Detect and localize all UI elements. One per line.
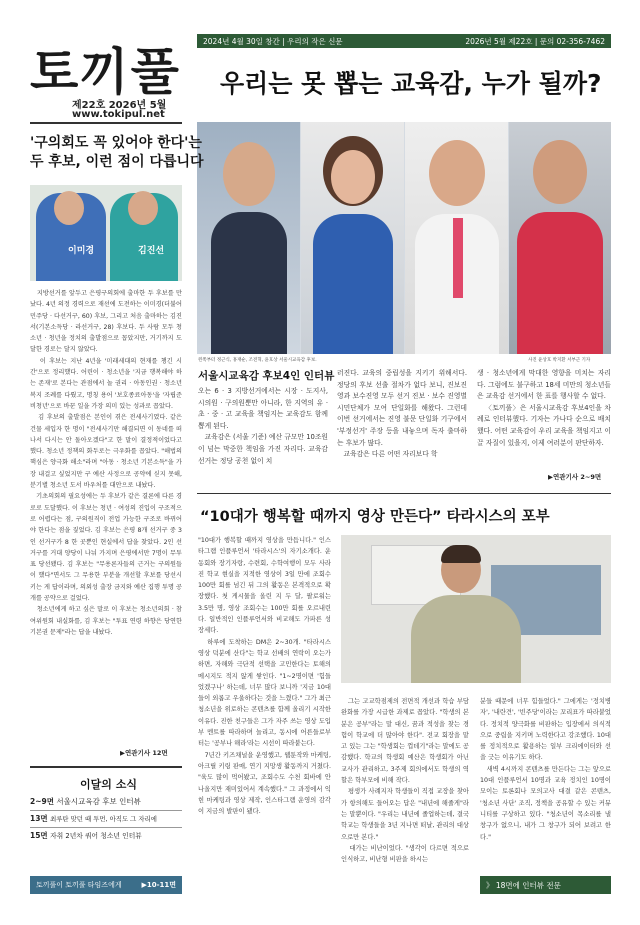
feature-col3: 분들 때문에 너무 힘들었다." 그에게는 '정치병자', '내란견', '빈주당'이라는 꼬리표가 따라붙었다. 정치적 양극화를 비판하는 입장에서 의식적으로 중립을 지키며 노력한다고 강조했다. 10대를 정치적으로 활용하는 일부 크리에이터와 선을 긋는 이유기도 하다. 새벽 4시까지 콘텐츠를 만든다는 그는 앞으로 10대 인플루언서 10명과 교육 정치인 10명이 모이는 토론회나 모의고사 대결 같은 콘텐츠, '청소년 사단' 조직, 정책을 공유할 수 있는 커뮤니티를 구상하고 있다. "청소년이 목소리를 낼 창구가 없으니, 내가 그 창구가 되어 보려고 한다." xyxy=(480,698,611,841)
feature-col1: "10대가 행복할 때까지 영상을 만듭니다." 인스타그램 인플루언서 '타라시스'의 자기소개다. 운동회와 장기자랑, 수련회, 수학여행이 모두 사라진 학교 현실을 지적한 영상이 3일 만에 조회수 100만 회를 넘긴 뒤 그의 활동은 본격적으로 확장했다. 첫 게시물을 올린 지 두 달, 팔로워는 3.5만 명, 영상 조회수는 100만 회를 오르내린다. 일반적인 인플루언서와 비교해도 가파른 성장세다. 하루에 도착하는 DM은 2~30개. "타라시스 영상 덕분에 산다"는 학교 선배의 연락이 오는가 하면, 자해와 극단적 선택을 고민한다는 토해의 메시지도 적지 않게 쌓인다. "1~2명이면 '힘들었겠구나' 하는데, 너무 많다 보니까 '지금 10대들이 외롭고 우울하다는 것을 느꼈다." 그가 최근 청소년을 위로하는 콘텐츠를 함께 올리기 시작한 이유다. 진한 친구들은 그가 자주 쓰는 영상 도입부 멘트를 따라하며 놀리고, 동시에 어른들로부터는 '공부나 해라'라는 시선이 따라붙는다. 7년간 키즈채널을 운영했고, 웹툰작와 마케팅, 아크릴 키링 판매, 연기 지망생 활동까지 거쳤다. "육도 많이 먹어봤고, 조회수도 수천 회바에 안 나올지만 재미있어서 계속했다." 그 과정에서 익힌 마케팅과 영상 제작, 인스타그램 운영의 감각이 지금의 발판이 됐다. xyxy=(198,537,331,816)
candidates-photo xyxy=(197,122,611,354)
left-story-continued[interactable]: ▶연관기사 12면 xyxy=(120,749,168,757)
interview-col3: 생 · 청소년에게 막대한 영향을 미치는 자리다. 그럼에도 불구하고 18세 미만의 청소년들은 교육감 선거에서 한 표를 행사할 수 없다. 〈토끼풀〉은 서울시교육감 후보4인을 차례로 인터뷰했다. 기자는 가나다 순으로 배치했다. 어떤 교육감이 우리 교육을 책임지고 이끌 자질이 있을지, 이제 여러분이 판단하자. xyxy=(477,369,612,447)
interview-col2: 러진다. 교육의 중립성을 지키기 위해서다. 정당의 후보 선출 절차가 없다 보니, 진보진영과 보수진영 모두 선거 진보 · 보수 진영별 시민단체가 모여 단일화를 해왔다. 그런데 이번 선거에서는 진영 불문 단일화 기구에서 '부정선거' 주장 등을 내놓으며 독자 출마하는 후보가 많다. 교육감은 다른 어떤 자리보다 학 xyxy=(337,369,467,459)
index-list xyxy=(30,794,182,844)
founding-info: 2024년 4월 30일 창간 | 우리의 작은 신문 xyxy=(203,36,343,46)
candidate-portrait-1 xyxy=(197,122,300,354)
photo-caption: 왼쪽부터 정근식, 홍재순, 조전혁, 윤호상 서울시교육감 후보. xyxy=(198,358,317,363)
website-url[interactable]: www.tokipul.net xyxy=(72,109,165,120)
top-info-bar xyxy=(197,34,611,48)
index-row[interactable]: 2~9면 서울시교육감 후보 인터뷰 xyxy=(30,797,141,806)
left-story-title-line2: 두 후보, 이런 점이 다릅니다 xyxy=(30,154,204,170)
feature-title: “10대가 행복할 때까지 영상 만든다” 타라시스의 포부 xyxy=(200,509,550,525)
interview-continued[interactable]: ▶연관기사 2~9면 xyxy=(548,473,602,481)
index-title: 이달의 소식 xyxy=(80,778,137,791)
left-story-photo xyxy=(30,185,182,281)
feature-photo xyxy=(341,535,611,683)
left-story-title-line1: '구의회도 꼭 있어야 한다'는 xyxy=(30,135,202,151)
contact-info: 2026년 5월 제22호 | 문의 02-356-7462 xyxy=(465,36,605,46)
left-story-body: 지방선거를 앞두고 은평구의회에 출마한 두 후보를 만났다. 4년 의정 경력으로 재선에 도전하는 이미경(더불어민주당 · 다선거구, 60) 후보, 그리고 처음 출마하는 김진서(기본소득당 · 라선거구, 28) 후보다. 두 사람 모두 청소년 · 청년을 정치의 출발점으로 꼽았지만, 거기까지 도달한 경로는 달지 않았다. 이 후보는 지난 4년을 '미래세대의 현재를 챙긴 시간'으로 정리했다. 어린이 · 청소년을 '지금 행복해야 하는 존재'로 본다는 관점에서 놀 권리 · 아동인권 · 청소년 복지 조례를 다뤘고, 명칭 용어 '보호종료아동'을 '자립준비청년'으로 바꾼 일을 가장 의미 있는 성과로 꼽았다. 김 후보의 출발점은 본인이 겪은 전세사기였다. 같은 건물 세입자 한 명이 "전세사기만 해결되면 이 동네를 떠나서 다시는 안 돌아오겠다"고 한 말이 결정적이었다고 했다. 청소년 정책의 화두로는 극우화를 꼽았다. "해법의 핵심은 양극화 해소"라며 "아동 · 청소년 기본소득"을 가장 내걸고 싶었지만 구 예산 사정으로 공약에 싣지 못해, 분기별 청소년 도서 바우처를 대안으로 내놨다. 기초의회의 필요성에는 두 후보가 같은 결론에 다른 경로로 도달했다. 이 후보는 청년 · 여성의 진입이 구조적으로 어렵다는 점, 구의원직이 전업 가능한 구조로 바뀌어야 한다는 점을 짚었다. 김 후보는 은평 8개 선거구 중 3인 선거구가 8 한 곳뿐인 현실에서 답을 찾았다. 2인 선거구를 거대 양당이 나눠 가지며 은평에서만 7명이 무투표 당선됐다. 김 후보는 "무용론자들의 근거는 구의원들이 했다"면서도 그 무용한 부분을 개선할 후보를 당선시키는 게 답이라며, 의외성 출장 금지와 예산 집행 투명 공개를 공약으로 걸었다. 청소년에게 하고 싶은 말로 이 후보는 청소년의회 · 참여위원회 내실화를, 김 후보는 "투표 연령 하향은 당연한 기본권 문제"라는 답을 내놨다. xyxy=(30,290,183,636)
candidate-portrait-4 xyxy=(509,122,611,354)
index-row[interactable]: 13면 최루탄 맞던 때 투먼, 아직도 그 자리에 xyxy=(30,814,157,823)
photo-name-2: 김진선 xyxy=(138,246,165,256)
interview-title: 서울시교육감 후보4인 인터뷰 xyxy=(198,370,335,382)
main-headline: 우리는 못 뽑는 교육감, 누가 될까? xyxy=(220,69,602,98)
index-row[interactable]: 15면 자취 2년차 쿼어 청소년 인터뷰 xyxy=(30,831,142,840)
feature-banner[interactable]: 》 18면에 인터뷰 전문 xyxy=(480,876,611,894)
interview-col1: 오는 6 · 3 지방선거에서는 시장 · 도지사, 시의원 · 구의원뿐만 아니라, 한 지역의 유 · 초 · 중 · 고 교육을 책임지는 교육감도 함께 뽑게 된다. 교육감은 (서울 기준) 예산 규모만 10조원이 넘는 막중한 책임을 가진 자리다. 교육감 선거는 정당 공천 없이 치 xyxy=(198,387,329,465)
masthead-logo: 토끼풀 xyxy=(30,43,181,101)
issue-number: 제22호 2026년 5월 xyxy=(72,100,167,111)
photo-credit: 사진 윤상호 박지환 서부근 기자 xyxy=(528,358,591,363)
photo-name-1: 이미경 xyxy=(68,246,95,256)
candidate-portrait-3 xyxy=(405,122,508,354)
index-banner[interactable]: 토끼풀이 토끼풀 타임즈에게 ▶10-11면 xyxy=(30,876,182,894)
candidate-portrait-2 xyxy=(301,122,404,354)
feature-col2: 그는 고교학점제의 전면적 개선과 학습 부담 완화를 가장 시급한 과제로 꼽았다. "학생의 본분은 공부"라는 말 대신, 꿈과 적성을 찾는 경험이 학교에 더 많아야 한다". 전교 회장을 맡고 있는 그는 "학생회는 껍데기"라는 말에도 공감했다. 학교의 학생회 예산은 학생회가 아닌 교사가 관리하고, 3주제 회의에서도 학생의 역할은 학부모에 비해 작다. 평생가 사례지자 학생들이 직접 교장을 찾아가 항의해도 들어오는 답은 "내년에 해줄게"라는 말뿐이다. "우리는 내년에 졸업하는데, 결국 학교는 학생들을 3년 지나면 떠날, 관리의 대상으로만 본다." 대가는 비난이었다. "생각이 다르면 적으로 인식하고, 비난형 비판을 하시는 xyxy=(341,698,469,864)
